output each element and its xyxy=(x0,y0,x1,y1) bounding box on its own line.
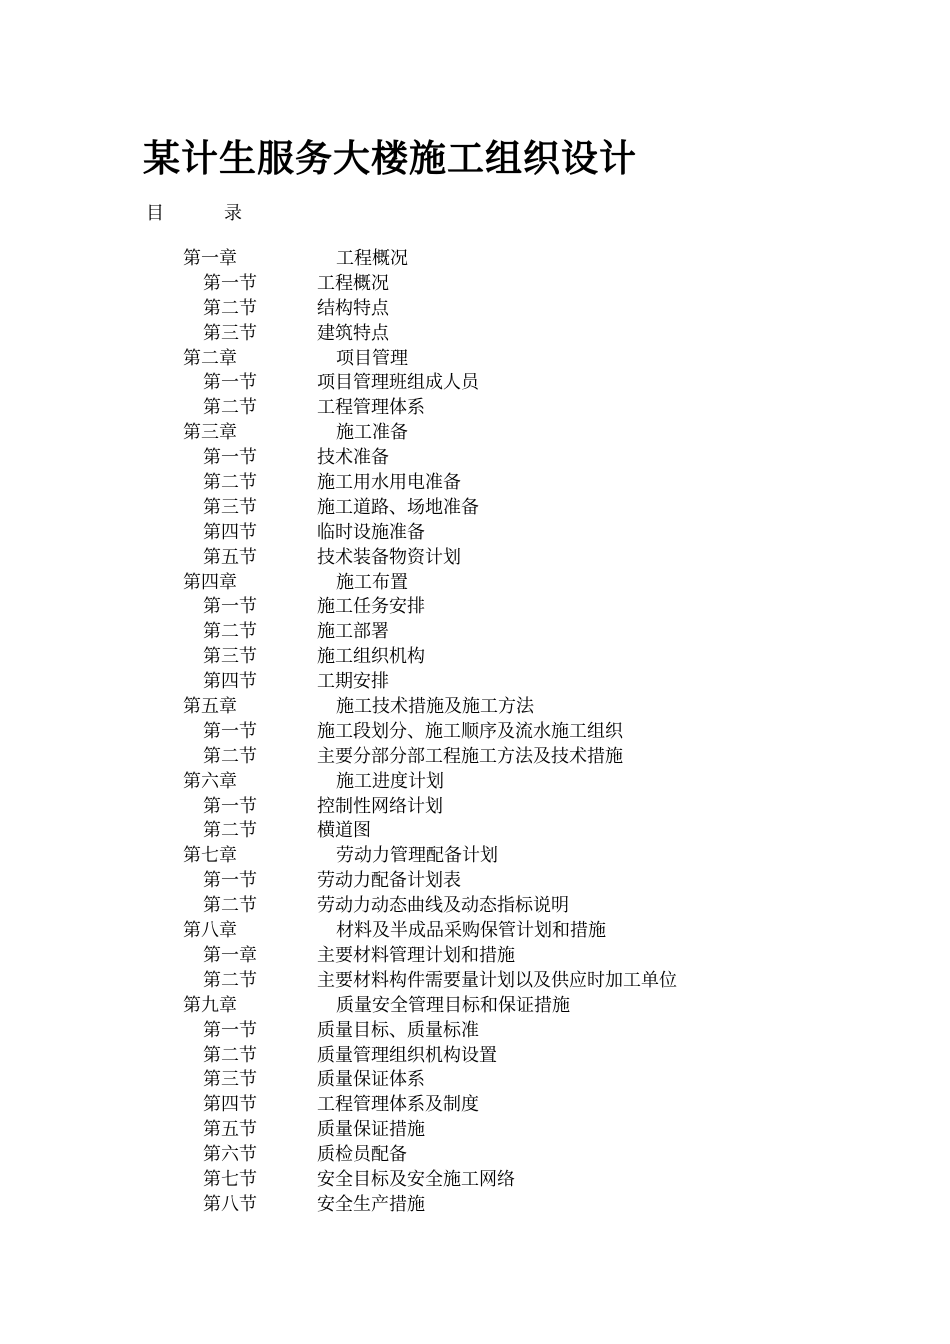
toc-entry-number: 第五节 xyxy=(203,1119,257,1141)
toc-chapter-entry[interactable] xyxy=(0,770,950,795)
toc-heading-right: 录 xyxy=(224,203,242,224)
toc-entry-title: 工程管理体系及制度 xyxy=(317,1094,479,1116)
toc-entry-number: 第三节 xyxy=(203,646,257,668)
toc-section-entry[interactable] xyxy=(0,396,950,421)
toc-entry-number: 第一节 xyxy=(203,720,257,742)
toc-chapter-entry[interactable] xyxy=(0,247,950,272)
toc-entry-title: 施工用水用电准备 xyxy=(317,472,461,494)
toc-chapter-entry[interactable] xyxy=(0,919,950,944)
toc-section-entry[interactable] xyxy=(0,1193,950,1218)
toc-entry-number: 第一节 xyxy=(203,372,257,394)
toc-entry-number: 第一章 xyxy=(203,944,257,966)
toc-entry-title: 临时设施准备 xyxy=(317,521,425,543)
toc-entry-number: 第二节 xyxy=(203,895,257,917)
toc-entry-number: 第一节 xyxy=(203,272,257,294)
toc-heading xyxy=(146,199,242,225)
toc-entry-title: 质量目标、质量标准 xyxy=(317,1019,479,1041)
toc-section-entry[interactable] xyxy=(0,869,950,894)
toc-entry-number: 第二节 xyxy=(203,297,257,319)
toc-entry-title: 施工进度计划 xyxy=(336,770,444,792)
toc-entry-title: 工程概况 xyxy=(317,272,389,294)
toc-entry-title: 技术装备物资计划 xyxy=(317,546,461,568)
toc-chapter-entry[interactable] xyxy=(0,994,950,1019)
toc-entry-title: 施工技术措施及施工方法 xyxy=(336,696,534,718)
toc-chapter-entry[interactable] xyxy=(0,421,950,446)
toc-section-entry[interactable] xyxy=(0,1068,950,1093)
toc-entry-title: 结构特点 xyxy=(317,297,389,319)
toc-chapter-entry[interactable] xyxy=(0,695,950,720)
toc-section-entry[interactable] xyxy=(0,1019,950,1044)
toc-entry-number: 第五章 xyxy=(183,696,237,718)
toc-heading-left: 目 xyxy=(146,203,164,224)
toc-entry-title: 施工准备 xyxy=(336,422,408,444)
toc-section-entry[interactable] xyxy=(0,546,950,571)
toc-entry-number: 第八章 xyxy=(183,920,237,942)
toc-entry-title: 控制性网络计划 xyxy=(317,795,443,817)
toc-entry-title: 技术准备 xyxy=(317,447,389,469)
toc-entry-number: 第一节 xyxy=(203,795,257,817)
toc-entry-title: 施工段划分、施工顺序及流水施工组织 xyxy=(317,720,623,742)
toc-entry-number: 第四节 xyxy=(203,521,257,543)
toc-entry-number: 第四节 xyxy=(203,1094,257,1116)
toc-entry-title: 劳动力配备计划表 xyxy=(317,870,461,892)
toc-entry-title: 项目管理班组成人员 xyxy=(317,372,479,394)
toc-entry-title: 项目管理 xyxy=(336,347,408,369)
toc-entry-title: 质量保证措施 xyxy=(317,1119,425,1141)
toc-section-entry[interactable] xyxy=(0,471,950,496)
toc-section-entry[interactable] xyxy=(0,1093,950,1118)
toc-entry-title: 横道图 xyxy=(317,820,371,842)
toc-entry-number: 第三节 xyxy=(203,322,257,344)
toc-section-entry[interactable] xyxy=(0,1168,950,1193)
toc-entry-number: 第六节 xyxy=(203,1144,257,1166)
toc-entry-title: 劳动力动态曲线及动态指标说明 xyxy=(317,895,569,917)
toc-entry-title: 质量管理组织机构设置 xyxy=(317,1044,497,1066)
toc-section-entry[interactable] xyxy=(0,446,950,471)
toc-entry-number: 第六章 xyxy=(183,770,237,792)
toc-entry-title: 安全生产措施 xyxy=(317,1193,425,1215)
toc-entry-number: 第五节 xyxy=(203,546,257,568)
toc-entry-number: 第八节 xyxy=(203,1193,257,1215)
toc-section-entry[interactable] xyxy=(0,371,950,396)
toc-entry-number: 第二章 xyxy=(183,347,237,369)
toc-entry-number: 第二节 xyxy=(203,397,257,419)
toc-section-entry[interactable] xyxy=(0,1044,950,1069)
toc-entry-number: 第二节 xyxy=(203,745,257,767)
toc-entry-title: 施工道路、场地准备 xyxy=(317,496,479,518)
toc-section-entry[interactable] xyxy=(0,297,950,322)
toc-entry-title: 施工部署 xyxy=(317,621,389,643)
toc-entry-number: 第四章 xyxy=(183,571,237,593)
toc-section-entry[interactable] xyxy=(0,894,950,919)
toc-entry-number: 第四节 xyxy=(203,671,257,693)
toc-chapter-entry[interactable] xyxy=(0,347,950,372)
toc-entry-title: 工程管理体系 xyxy=(317,397,425,419)
toc-entry-title: 主要分部分部工程施工方法及技术措施 xyxy=(317,745,623,767)
toc-section-entry[interactable] xyxy=(0,595,950,620)
toc-section-entry[interactable] xyxy=(0,620,950,645)
toc-entry-title: 工期安排 xyxy=(317,671,389,693)
toc-entry-number: 第三节 xyxy=(203,496,257,518)
toc-entry-title: 质检员配备 xyxy=(317,1144,407,1166)
toc-entry-title: 施工组织机构 xyxy=(317,646,425,668)
toc-section-entry[interactable] xyxy=(0,521,950,546)
document-title: 某计生服务大楼施工组织设计 xyxy=(143,137,637,180)
toc-section-entry[interactable] xyxy=(0,1143,950,1168)
toc-entry-number: 第七章 xyxy=(183,845,237,867)
toc-entry-title: 材料及半成品采购保管计划和措施 xyxy=(336,920,606,942)
toc-entry-title: 主要材料构件需要量计划以及供应时加工单位 xyxy=(317,969,677,991)
toc-section-entry[interactable] xyxy=(0,795,950,820)
toc-section-entry[interactable] xyxy=(0,272,950,297)
toc-section-entry[interactable] xyxy=(0,1118,950,1143)
toc-entry-number: 第二节 xyxy=(203,820,257,842)
toc-section-entry[interactable] xyxy=(0,645,950,670)
toc-entry-title: 质量安全管理目标和保证措施 xyxy=(336,994,570,1016)
toc-entry-title: 施工任务安排 xyxy=(317,596,425,618)
toc-entry-number: 第一节 xyxy=(203,1019,257,1041)
toc-entry-number: 第二节 xyxy=(203,472,257,494)
toc-chapter-entry[interactable] xyxy=(0,571,950,596)
table-of-contents xyxy=(0,247,950,1218)
toc-entry-number: 第二节 xyxy=(203,621,257,643)
toc-chapter-entry[interactable] xyxy=(0,844,950,869)
toc-section-entry[interactable] xyxy=(0,670,950,695)
toc-entry-title: 安全目标及安全施工网络 xyxy=(317,1168,515,1190)
toc-entry-number: 第一章 xyxy=(183,248,237,269)
toc-entry-title: 劳动力管理配备计划 xyxy=(336,845,498,867)
toc-section-entry[interactable] xyxy=(0,496,950,521)
toc-entry-number: 第七节 xyxy=(203,1168,257,1190)
toc-section-entry[interactable] xyxy=(0,944,950,969)
toc-entry-number: 第一节 xyxy=(203,870,257,892)
toc-section-entry[interactable] xyxy=(0,819,950,844)
toc-entry-number: 第二节 xyxy=(203,969,257,991)
toc-entry-number: 第一节 xyxy=(203,596,257,618)
toc-section-entry[interactable] xyxy=(0,322,950,347)
toc-entry-title: 施工布置 xyxy=(336,571,408,593)
toc-section-entry[interactable] xyxy=(0,969,950,994)
toc-entry-title: 工程概况 xyxy=(336,248,408,269)
toc-entry-number: 第一节 xyxy=(203,447,257,469)
toc-section-entry[interactable] xyxy=(0,745,950,770)
toc-entry-number: 第九章 xyxy=(183,994,237,1016)
toc-section-entry[interactable] xyxy=(0,720,950,745)
toc-entry-number: 第三章 xyxy=(183,422,237,444)
toc-entry-title: 建筑特点 xyxy=(317,322,389,344)
toc-entry-title: 主要材料管理计划和措施 xyxy=(317,944,515,966)
toc-entry-title: 质量保证体系 xyxy=(317,1069,425,1091)
toc-entry-number: 第二节 xyxy=(203,1044,257,1066)
toc-entry-number: 第三节 xyxy=(203,1069,257,1091)
